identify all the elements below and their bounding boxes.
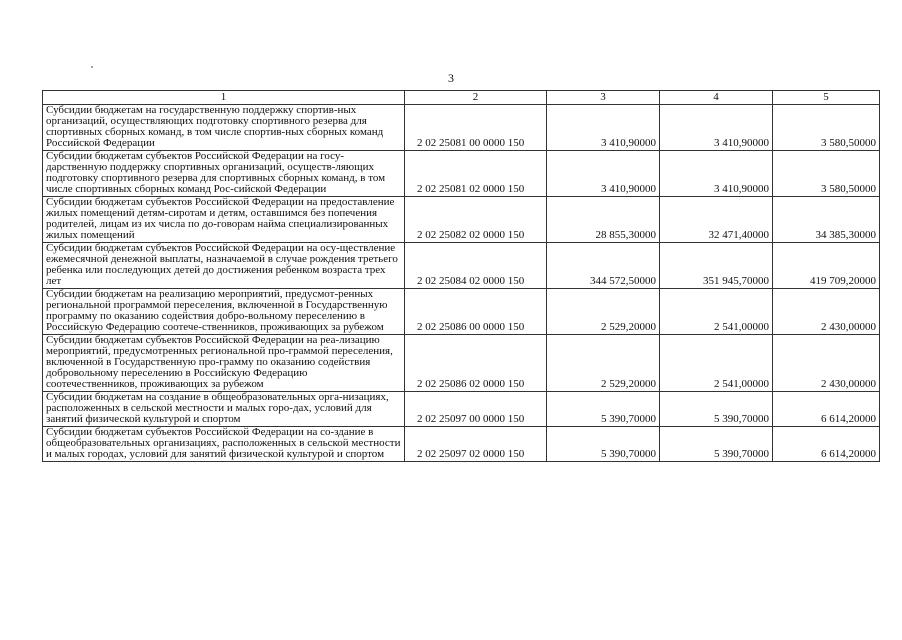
table-row: [43, 335, 880, 392]
table-row: [43, 197, 880, 243]
column-header: 1: [43, 91, 405, 105]
table-row: [43, 151, 880, 197]
row-code: 2 02 25081 00 0000 150: [405, 105, 547, 151]
row-value-col5: 3 580,50000: [773, 151, 880, 197]
row-value-col4: 3 410,90000: [660, 105, 773, 151]
row-value-col4: 2 541,00000: [660, 335, 773, 392]
row-value-col4: 2 541,00000: [660, 289, 773, 335]
row-value-col3: 2 529,20000: [547, 289, 660, 335]
row-code: 2 02 25084 02 0000 150: [405, 243, 547, 289]
row-name: Субсидии бюджетам субъектов Российской Федерации на реа-лизацию мероприятий, предусмотренных региональной про-граммой переселения, включенной в Государственную про-грамму по оказанию содействия добровольному переселению в Российскую Федерацию соотечественников, проживающих за рубежом: [43, 335, 405, 392]
row-value-col3: 3 410,90000: [547, 151, 660, 197]
row-code: 2 02 25081 02 0000 150: [405, 151, 547, 197]
scan-speck: [91, 66, 93, 68]
row-value-col4: 5 390,70000: [660, 392, 773, 427]
table-row: [43, 243, 880, 289]
column-header: 3: [547, 91, 660, 105]
row-value-col3: 5 390,70000: [547, 392, 660, 427]
row-value-col5: 34 385,30000: [773, 197, 880, 243]
row-code: 2 02 25086 02 0000 150: [405, 335, 547, 392]
table-row: [43, 392, 880, 427]
row-value-col3: 28 855,30000: [547, 197, 660, 243]
row-name: Субсидии бюджетам на государственную поддержку спортив-ных организаций, осуществляющих подготовку спортивного резерва для спортивных сборных команд, в том числе спортив-ных сборных команд Российской Федерации: [43, 105, 405, 151]
row-value-col4: 32 471,40000: [660, 197, 773, 243]
row-code: 2 02 25097 02 0000 150: [405, 427, 547, 462]
row-code: 2 02 25086 00 0000 150: [405, 289, 547, 335]
table-row: [43, 289, 880, 335]
row-value-col3: 2 529,20000: [547, 335, 660, 392]
budget-table: [42, 90, 880, 462]
row-value-col5: 3 580,50000: [773, 105, 880, 151]
row-name: Субсидии бюджетам на реализацию мероприятий, предусмот-ренных региональной программой переселения, включенной в Государственную программу по оказанию содействия добро-вольному переселению в Российскую Федерацию соотече-ственников, проживающих за рубежом: [43, 289, 405, 335]
row-name: Субсидии бюджетам субъектов Российской Федерации на со-здание в общеобразовательных организациях, расположенных в сельской местности и малых городах, условий для занятий физической культурой и спортом: [43, 427, 405, 462]
row-code: 2 02 25082 02 0000 150: [405, 197, 547, 243]
table-header-row: [43, 91, 880, 105]
row-value-col5: 6 614,20000: [773, 392, 880, 427]
row-value-col4: 3 410,90000: [660, 151, 773, 197]
row-code: 2 02 25097 00 0000 150: [405, 392, 547, 427]
row-value-col3: 5 390,70000: [547, 427, 660, 462]
table-row: [43, 427, 880, 462]
row-value-col5: 2 430,00000: [773, 289, 880, 335]
table-row: [43, 105, 880, 151]
page-number: 3: [448, 71, 454, 85]
row-name: Субсидии бюджетам субъектов Российской Федерации на предоставление жилых помещений детям-сиротам и детям, оставшимся без попечения родителей, лицам из их числа по до-говорам найма специализированных жилых помещений: [43, 197, 405, 243]
column-header: 2: [405, 91, 547, 105]
row-value-col5: 2 430,00000: [773, 335, 880, 392]
row-name: Субсидии бюджетам субъектов Российской Федерации на госу-дарственную поддержку спортивных организаций, осуществ-ляющих подготовку спортивного резерва для спортивных сборных команд, в том числе спортивных сборных команд Рос-сийской Федерации: [43, 151, 405, 197]
row-value-col5: 6 614,20000: [773, 427, 880, 462]
row-value-col3: 344 572,50000: [547, 243, 660, 289]
row-name: Субсидии бюджетам субъектов Российской Федерации на осу-ществление ежемесячной денежной выплаты, назначаемой в случае рождения третьего ребенка или последующих детей до достижения ребенком возраста трех лет: [43, 243, 405, 289]
row-value-col5: 419 709,20000: [773, 243, 880, 289]
column-header: 4: [660, 91, 773, 105]
row-value-col3: 3 410,90000: [547, 105, 660, 151]
column-header: 5: [773, 91, 880, 105]
row-value-col4: 351 945,70000: [660, 243, 773, 289]
row-value-col4: 5 390,70000: [660, 427, 773, 462]
row-name: Субсидии бюджетам на создание в общеобразовательных орга-низациях, расположенных в сельской местности и малых горо-дах, условий для занятий физической культурой и спортом: [43, 392, 405, 427]
